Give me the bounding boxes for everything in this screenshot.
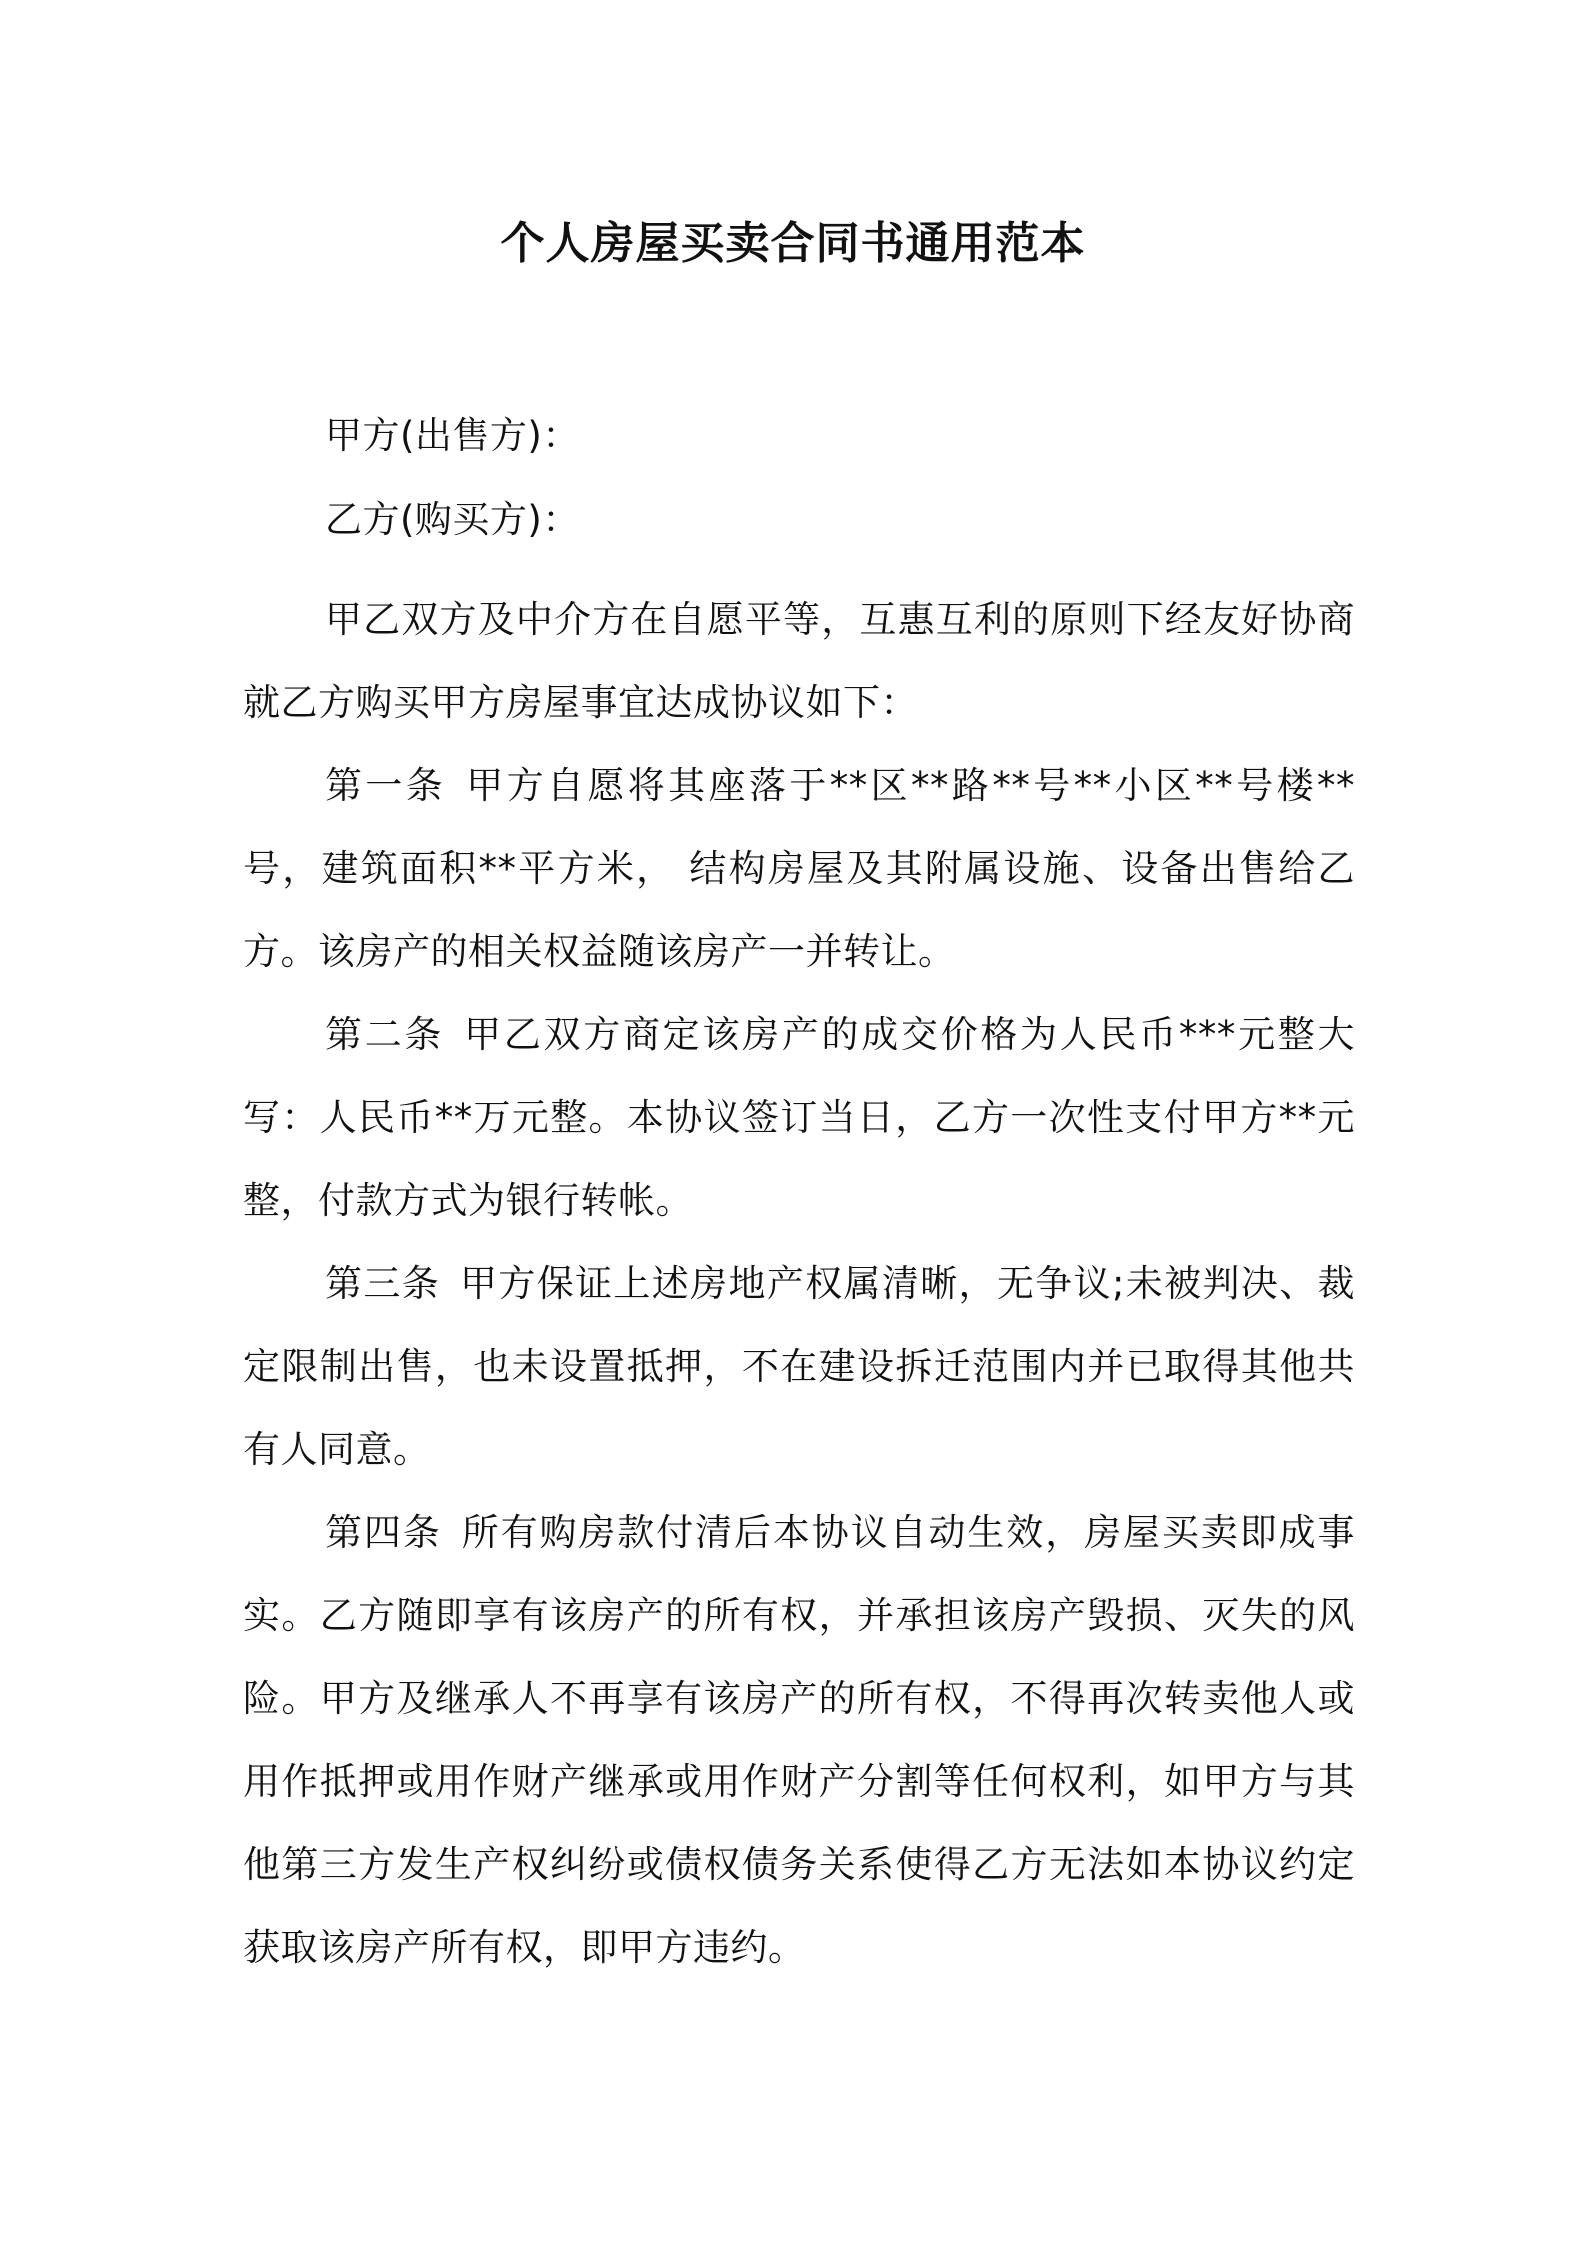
party-b-line: 乙方(购买方)： <box>325 498 580 541</box>
article-1 <box>243 744 1355 993</box>
contract-body <box>243 578 1355 1989</box>
intro-paragraph: 甲乙双方及中介方在自愿平等，互惠互利的原则下经友好协商就乙方购买甲方房屋事宜达成协议如下： <box>243 598 1355 724</box>
article-1-text: 甲方自愿将其座落于**区**路**号**小区**号楼**号，建筑面积**平方米， 结构房屋及其附属设施、设备出售给乙方。该房产的相关权益随该房产一并转让。 <box>243 764 1355 973</box>
article-3-label: 第三条 <box>325 1262 441 1305</box>
article-3-text: 甲方保证上述房地产权属清晰，无争议;未被判决、裁定限制出售，也未设置抵押，不在建设拆迁范围内并已取得其他共有人同意。 <box>243 1262 1356 1471</box>
party-a-line: 甲方(出售方)： <box>325 414 580 457</box>
article-1-label: 第一条 <box>325 764 447 807</box>
article-4-label: 第四条 <box>325 1511 442 1554</box>
document-title: 个人房屋买卖合同书通用范本 <box>500 218 1086 269</box>
article-2 <box>243 993 1355 1242</box>
article-2-text: 甲乙双方商定该房产的成交价格为人民币***元整大写：人民币**万元整。本协议签订当日，乙方一次性支付甲方**元整，付款方式为银行转帐。 <box>243 1013 1355 1222</box>
article-4 <box>243 1491 1355 1989</box>
article-2-label: 第二条 <box>325 1013 445 1056</box>
article-4-text: 所有购房款付清后本协议自动生效，房屋买卖即成事实。乙方随即享有该房产的所有权，并承担该房产毁损、灭失的风险。甲方及继承人不再享有该房产的所有权，不得再次转卖他人或用作抵押或用作财产继承或用作财产分割等任何权利，如甲方与其他第三方发生产权纠纷或债权债务关系使得乙方无法如本协议约定获取该房产所有权，即甲方违约。 <box>243 1511 1356 1969</box>
article-3 <box>243 1242 1355 1491</box>
